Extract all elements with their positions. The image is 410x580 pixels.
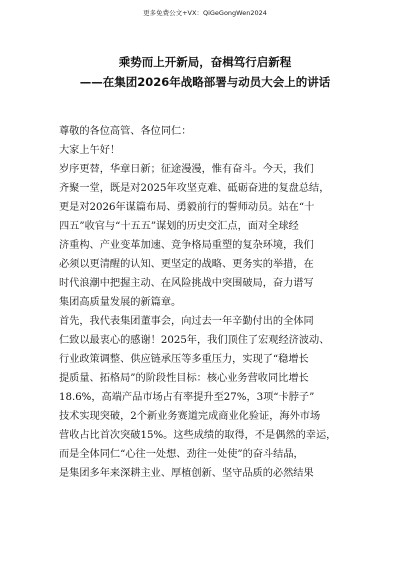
subtitle: ——在集团2026年战略部署与动员大会上的讲话: [79, 75, 331, 89]
main-title: 乘势而上开新局，奋楫笃行启新程: [118, 55, 292, 69]
salutation: 尊敬的各位高管、各位同仁：: [59, 126, 192, 137]
paragraph-opening: 岁序更替，华章日新；征途漫漫，惟有奋斗。今天，我们 齐聚一堂，既是对2025年攻坚克难、砥砺奋进的复盘总结， 更是对2026年谋篇布局、勇毅前行的誓师动员。站在“十 四五”收官与“十五五”谋划的历史交汇点，面对全球经 济重构、产业变革加速、竞争格局重塑的复杂环境，我们 必须以更清醒的认知、更坚定的战略、更务实的举措，在 时代浪潮中把握主动、在风险挑战中突围破局，奋力谱写 集团高质量发展的新篇章。: [59, 164, 330, 308]
greeting: 大家上午好！: [59, 145, 121, 156]
paragraph-thanks: 首先，我代表集团董事会，向过去一年辛勤付出的全体同 仁致以最衷心的感谢！2025年，我们顶住了宏观经济波动、 行业政策调整、供应链承压等多重压力，实现了“稳增长 提质量、拓格局”的阶段性目标：核心业务营收同比增长 18.6%，高端产品市场占有率提升至27%，3项“卡脖子” 技术实现突破，2个新业务赛道完成商业化验证，海外市场 营收占比首次突破15%。这些成绩的取得，不是偶然的幸运， 而是全体同仁“心往一处想、劲往一处使”的奋斗结晶， 是集团多年来深耕主业、厚植创新、坚守品质的必然结果: [59, 316, 337, 479]
body-text: [59, 122, 355, 483]
title-block: [40, 52, 370, 92]
header-note: 更多免费公文+VX：QiGeGongWen2024: [143, 9, 267, 17]
